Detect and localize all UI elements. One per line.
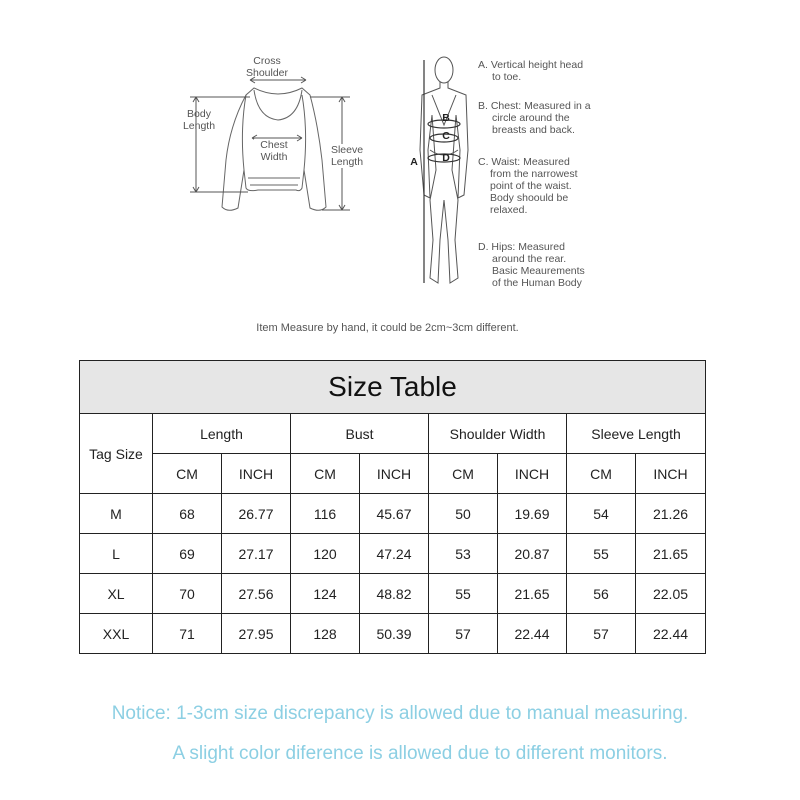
value-cell: 20.87 [498, 534, 567, 574]
chest-width-label [254, 139, 294, 163]
value-cell: 57 [429, 614, 498, 654]
value-cell: 55 [567, 534, 636, 574]
value-cell: 50.39 [360, 614, 429, 654]
value-cell: 116 [291, 494, 360, 534]
notice-line-2: A slight color diference is allowed due to different monitors. [172, 743, 668, 764]
label-line: Length [330, 156, 364, 168]
note-line: Basic Meaurements [492, 265, 585, 277]
note-line: D. Hips: Measured [478, 241, 565, 253]
value-cell: 45.67 [360, 494, 429, 534]
sweater-sleeve-seam-right [302, 95, 306, 170]
value-cell: 48.82 [360, 574, 429, 614]
value-cell: 22.44 [498, 614, 567, 654]
notice-line-1: Notice: 1-3cm size discrepancy is allowed due to manual measuring. [111, 703, 689, 724]
note-c [478, 156, 618, 216]
body-length-label [178, 108, 220, 132]
value-cell: 120 [291, 534, 360, 574]
value-cell: 27.56 [222, 574, 291, 614]
value-cell: 53 [429, 534, 498, 574]
header-length: Length [153, 414, 291, 454]
note-a [478, 59, 618, 83]
body-figure [420, 57, 468, 283]
cross-shoulder-label [240, 55, 294, 79]
note-line: point of the waist. [490, 180, 572, 192]
sleeve-length-label [326, 144, 368, 168]
value-cell: 21.65 [498, 574, 567, 614]
table-row [80, 494, 706, 534]
note-line: circle around the [492, 112, 570, 124]
value-cell: 68 [153, 494, 222, 534]
value-cell: 19.69 [498, 494, 567, 534]
size-cell: XXL [80, 614, 153, 654]
value-cell: 70 [153, 574, 222, 614]
value-cell: 21.65 [636, 534, 706, 574]
value-cell: 56 [567, 574, 636, 614]
note-line: C. Waist: Measured [478, 156, 570, 168]
label-line: Width [260, 151, 288, 163]
marker-d: D [442, 152, 450, 164]
value-cell: 22.05 [636, 574, 706, 614]
table-row [80, 614, 706, 654]
units-row [80, 454, 706, 494]
unit-cell: CM [429, 454, 498, 494]
unit-cell: INCH [360, 454, 429, 494]
note-b [478, 100, 618, 136]
header-sleeve-length: Sleeve Length [567, 414, 706, 454]
label-line: Length [182, 120, 216, 132]
value-cell: 128 [291, 614, 360, 654]
diagram-drawing [0, 0, 800, 320]
value-cell: 27.95 [222, 614, 291, 654]
unit-cell: INCH [498, 454, 567, 494]
unit-cell: INCH [636, 454, 706, 494]
value-cell: 69 [153, 534, 222, 574]
header-shoulder-width: Shoulder Width [429, 414, 567, 454]
note-d [478, 241, 618, 289]
unit-cell: INCH [222, 454, 291, 494]
value-cell: 54 [567, 494, 636, 534]
note-line: relaxed. [490, 204, 528, 216]
label-line: Body [187, 108, 211, 120]
value-cell: 71 [153, 614, 222, 654]
tag-size-header: Tag Size [80, 414, 153, 494]
note-line: A. Vertical height head [478, 59, 584, 71]
label-line: Sleeve [330, 144, 364, 156]
value-cell: 50 [429, 494, 498, 534]
measurement-diagram [0, 0, 800, 320]
marker-a: A [410, 156, 418, 168]
value-cell: 27.17 [222, 534, 291, 574]
measure-note: Item Measure by hand, it could be 2cm~3cm different. [256, 322, 519, 334]
table-row [80, 534, 706, 574]
header-bust: Bust [291, 414, 429, 454]
label-line: Shoulder [245, 67, 289, 79]
size-cell: M [80, 494, 153, 534]
value-cell: 26.77 [222, 494, 291, 534]
label-line: Chest [260, 139, 288, 151]
size-cell: L [80, 534, 153, 574]
value-cell: 47.24 [360, 534, 429, 574]
value-cell: 21.26 [636, 494, 706, 534]
table-title: Size Table [80, 361, 706, 414]
marker-c: C [442, 130, 450, 142]
table-row [80, 574, 706, 614]
marker-b: B [442, 112, 450, 124]
note-line: B. Chest: Measured in a [478, 100, 591, 112]
note-line: Body shoould be [490, 192, 569, 204]
size-table [79, 360, 706, 654]
size-cell: XL [80, 574, 153, 614]
note-line: of the Human Body [492, 277, 582, 289]
note-line: from the narrowest [490, 168, 578, 180]
unit-cell: CM [291, 454, 360, 494]
note-line: breasts and back. [492, 124, 575, 136]
note-line: to toe. [492, 71, 522, 83]
note-line: around the rear. [492, 253, 567, 265]
value-cell: 55 [429, 574, 498, 614]
value-cell: 22.44 [636, 614, 706, 654]
sweater-sleeve-seam-left [242, 95, 246, 170]
unit-cell: CM [153, 454, 222, 494]
value-cell: 57 [567, 614, 636, 654]
unit-cell: CM [567, 454, 636, 494]
value-cell: 124 [291, 574, 360, 614]
label-line: Cross [253, 55, 281, 67]
